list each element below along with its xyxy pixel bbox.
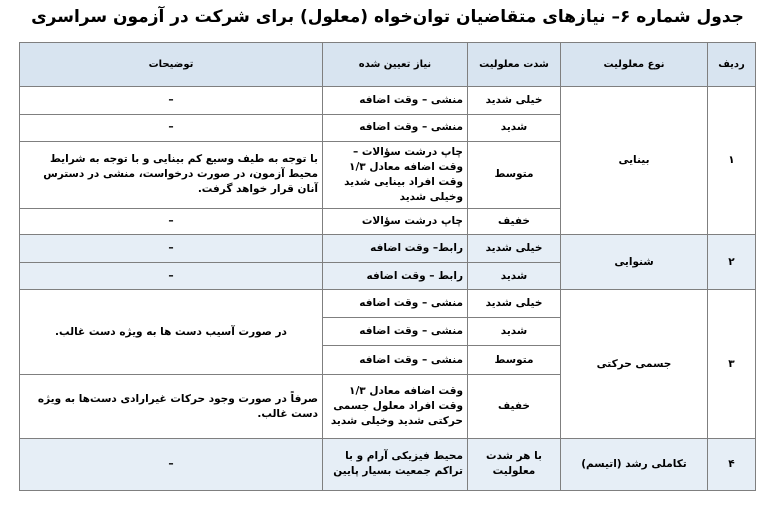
notes-cell: – [20,86,323,114]
need-cell: وقت اضافه معادل ۱/۳ وقت افراد معلول جسمی حرکتی شدید وخیلی شدید [323,375,468,438]
table-row [20,290,756,318]
severity-cell: شدید [468,318,561,346]
row-number: ۴ [708,438,756,490]
notes-cell: – [20,208,323,235]
need-cell: منشی – وقت اضافه [323,290,468,318]
need-cell: چاپ درشت سؤالات [323,208,468,235]
row-number: ۱ [708,86,756,234]
severity-cell: خفیف [468,208,561,235]
severity-cell: خیلی شدید [468,290,561,318]
need-cell: چاپ درشت سؤالات – وقت اضافه معادل ۱/۳ وقت افراد بینایی شدید وخیلی شدید [323,142,468,208]
severity-cell: متوسط [468,345,561,375]
disability-type: بینایی [561,86,708,234]
severity-cell: با هر شدت معلولیت [468,438,561,490]
severity-cell: خفیف [468,375,561,438]
header-disability-type: نوع معلولیت [561,43,708,87]
notes-cell: – [20,235,323,263]
severity-cell: متوسط [468,142,561,208]
notes-cell: – [20,114,323,142]
header-need: نیاز تعیین شده [323,43,468,87]
severity-cell: خیلی شدید [468,86,561,114]
need-cell: منشی – وقت اضافه [323,86,468,114]
row-number: ۲ [708,235,756,290]
header-severity: شدت معلولیت [468,43,561,87]
severity-cell: خیلی شدید [468,235,561,263]
need-cell: رابط – وقت اضافه [323,262,468,290]
header-row [20,43,756,87]
table-row [20,438,756,490]
need-cell: محیط فیزیکی آرام و با تراکم جمعیت بسیار پایین [323,438,468,490]
need-cell: منشی – وقت اضافه [323,345,468,375]
disability-type: شنوایی [561,235,708,290]
disability-type: جسمی حرکتی [561,290,708,438]
page-title: جدول شماره ۶– نیازهای متقاضیان توان‌خواه (معلول) برای شرکت در آزمون سراسری [31,7,744,27]
header-notes: توضیحات [20,43,323,87]
notes-cell: صرفاً در صورت وجود حرکات غیرارادی دست‌ها به ویژه دست غالب. [20,375,323,438]
notes-cell: در صورت آسیب دست ها به ویژه دست غالب. [20,290,323,375]
need-cell: منشی – وقت اضافه [323,114,468,142]
disability-type: تکاملی رشد (اتیسم) [561,438,708,490]
severity-cell: شدید [468,262,561,290]
need-cell: منشی – وقت اضافه [323,318,468,346]
table-row [20,235,756,263]
row-number: ۳ [708,290,756,438]
notes-cell: – [20,438,323,490]
table-row [20,86,756,114]
notes-cell: با توجه به طیف وسیع کم بینایی و با توجه به شرایط محیط آزمون، در صورت درخواست، منشی در دسترس آنان قرار خواهد گرفت. [20,142,323,208]
severity-cell: شدید [468,114,561,142]
header-row-number: ردیف [708,43,756,87]
need-cell: رابط– وقت اضافه [323,235,468,263]
needs-table [19,42,756,491]
notes-cell: – [20,262,323,290]
